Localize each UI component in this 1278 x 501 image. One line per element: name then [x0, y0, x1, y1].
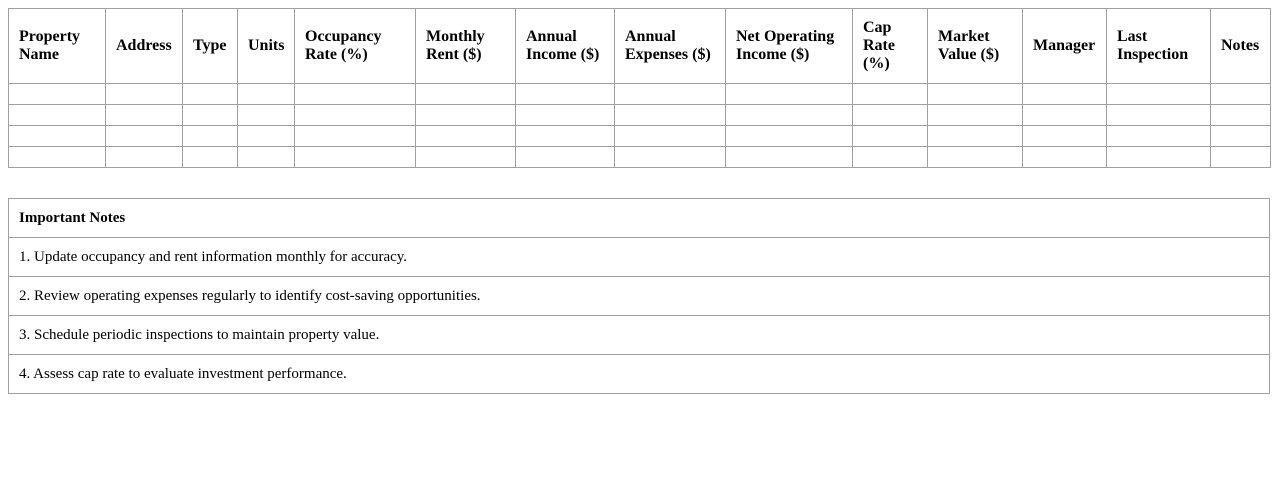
header-occupancy-rate: Occupancy Rate (%) [295, 9, 416, 84]
table-cell[interactable] [1023, 84, 1107, 105]
note-row [9, 238, 1270, 277]
table-cell[interactable] [516, 84, 615, 105]
header-annual-expenses: Annual Expenses ($) [615, 9, 726, 84]
table-row [9, 126, 1271, 147]
table-row [9, 147, 1271, 168]
table-cell[interactable] [516, 105, 615, 126]
table-cell[interactable] [9, 126, 106, 147]
notes-header-row [9, 199, 1270, 238]
table-cell[interactable] [1211, 126, 1271, 147]
table-cell[interactable] [9, 84, 106, 105]
table-cell[interactable] [238, 147, 295, 168]
table-cell[interactable] [1023, 147, 1107, 168]
table-cell[interactable] [416, 84, 516, 105]
header-monthly-rent: Monthly Rent ($) [416, 9, 516, 84]
table-cell[interactable] [1107, 126, 1211, 147]
property-table [8, 8, 1271, 168]
table-cell[interactable] [1023, 126, 1107, 147]
table-cell[interactable] [516, 147, 615, 168]
table-cell[interactable] [106, 147, 183, 168]
table-row [9, 84, 1271, 105]
table-cell[interactable] [615, 147, 726, 168]
table-cell[interactable] [1107, 84, 1211, 105]
table-cell[interactable] [183, 105, 238, 126]
table-cell[interactable] [1211, 147, 1271, 168]
header-type: Type [183, 9, 238, 84]
table-cell[interactable] [1211, 84, 1271, 105]
table-cell[interactable] [416, 126, 516, 147]
table-cell[interactable] [106, 126, 183, 147]
table-cell[interactable] [183, 84, 238, 105]
table-cell[interactable] [295, 126, 416, 147]
header-annual-income: Annual Income ($) [516, 9, 615, 84]
property-table-body [9, 84, 1271, 168]
table-cell[interactable] [726, 126, 853, 147]
table-cell[interactable] [183, 147, 238, 168]
header-cap-rate: Cap Rate (%) [853, 9, 928, 84]
header-market-value: Market Value ($) [928, 9, 1023, 84]
table-cell[interactable] [1107, 147, 1211, 168]
table-cell[interactable] [615, 126, 726, 147]
table-cell[interactable] [1211, 105, 1271, 126]
table-cell[interactable] [928, 126, 1023, 147]
header-manager: Manager [1023, 9, 1107, 84]
table-cell[interactable] [295, 105, 416, 126]
table-cell[interactable] [9, 105, 106, 126]
table-cell[interactable] [928, 147, 1023, 168]
header-property-name: Property Name [9, 9, 106, 84]
table-cell[interactable] [928, 84, 1023, 105]
note-item: 2. Review operating expenses regularly to identify cost-saving opportunities. [9, 277, 1270, 316]
table-cell[interactable] [853, 105, 928, 126]
header-last-inspection: Last Inspection [1107, 9, 1211, 84]
table-cell[interactable] [416, 147, 516, 168]
table-cell[interactable] [1107, 105, 1211, 126]
table-cell[interactable] [615, 84, 726, 105]
table-row [9, 105, 1271, 126]
table-cell[interactable] [295, 84, 416, 105]
table-cell[interactable] [416, 105, 516, 126]
notes-title: Important Notes [9, 199, 1270, 238]
header-net-operating-income: Net Operating Income ($) [726, 9, 853, 84]
note-item: 3. Schedule periodic inspections to maintain property value. [9, 316, 1270, 355]
table-cell[interactable] [238, 84, 295, 105]
note-item: 1. Update occupancy and rent information monthly for accuracy. [9, 238, 1270, 277]
table-cell[interactable] [726, 84, 853, 105]
table-cell[interactable] [726, 147, 853, 168]
table-cell[interactable] [853, 126, 928, 147]
table-cell[interactable] [238, 105, 295, 126]
table-cell[interactable] [106, 105, 183, 126]
table-cell[interactable] [183, 126, 238, 147]
header-notes: Notes [1211, 9, 1271, 84]
table-cell[interactable] [295, 147, 416, 168]
note-row [9, 355, 1270, 394]
table-cell[interactable] [726, 105, 853, 126]
table-cell[interactable] [615, 105, 726, 126]
table-cell[interactable] [238, 126, 295, 147]
notes-table [8, 198, 1270, 394]
table-cell[interactable] [1023, 105, 1107, 126]
table-cell[interactable] [853, 147, 928, 168]
table-cell[interactable] [9, 147, 106, 168]
header-units: Units [238, 9, 295, 84]
table-cell[interactable] [928, 105, 1023, 126]
note-item: 4. Assess cap rate to evaluate investment performance. [9, 355, 1270, 394]
header-row [9, 9, 1271, 84]
table-cell[interactable] [853, 84, 928, 105]
header-address: Address [106, 9, 183, 84]
table-cell[interactable] [106, 84, 183, 105]
table-cell[interactable] [516, 126, 615, 147]
note-row [9, 277, 1270, 316]
note-row [9, 316, 1270, 355]
